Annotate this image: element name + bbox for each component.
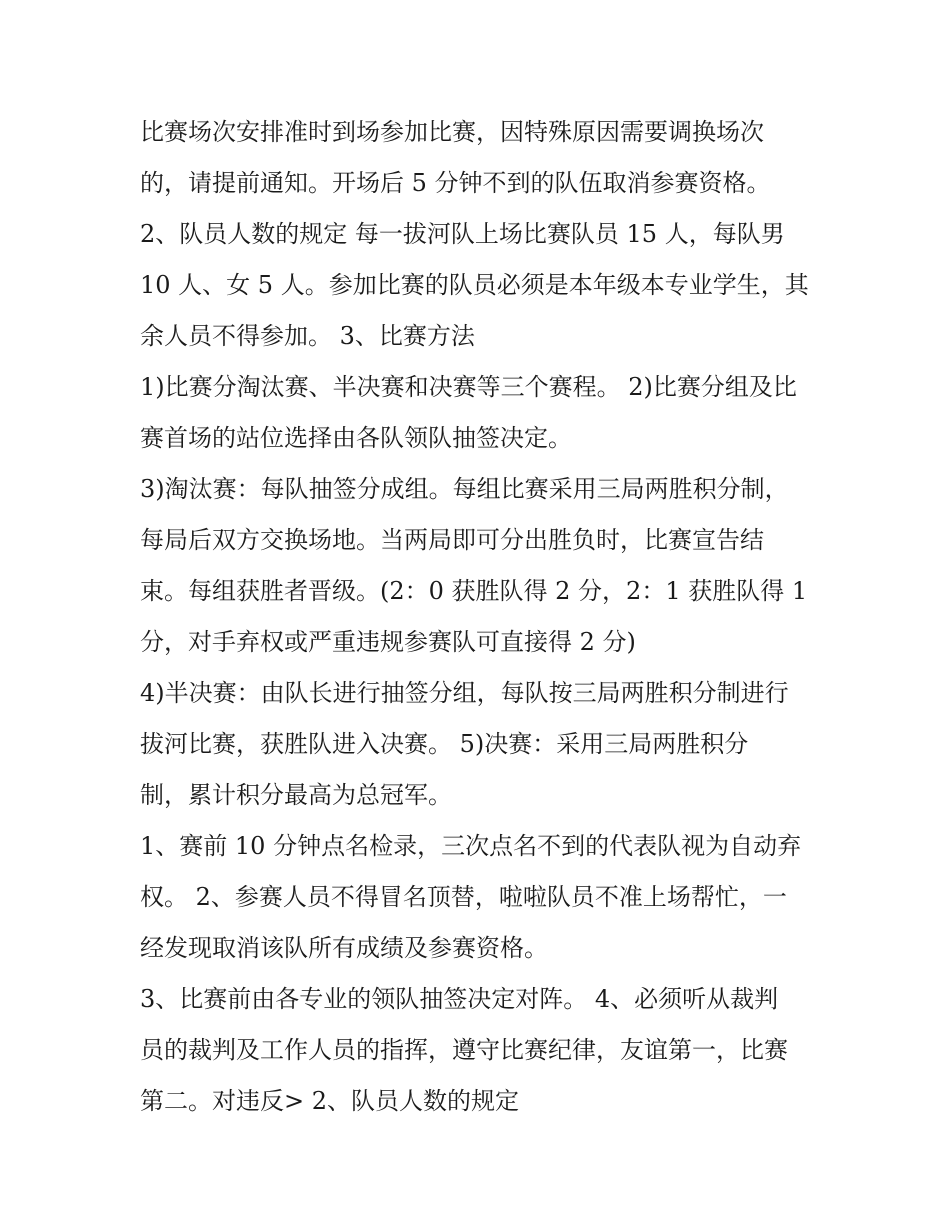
text-line: 余人员不得参加。 3、比赛方法: [140, 322, 475, 350]
text-line: 员的裁判及工作人员的指挥，遵守比赛纪律，友谊第一，比赛: [140, 1036, 788, 1064]
text-line: 2、队员人数的规定 每一拔河队上场比赛队员 15 人，每队男: [140, 220, 785, 248]
text-line: 赛首场的站位选择由各队领队抽签决定。: [140, 424, 572, 452]
text-line: 拔河比赛，获胜队进入决赛。 5)决赛：采用三局两胜积分: [140, 730, 749, 758]
text-line: 权。 2、参赛人员不得冒名顶替，啦啦队员不准上场帮忙，一: [140, 883, 787, 911]
text-line: 比赛场次安排准时到场参加比赛，因特殊原因需要调换场次: [140, 118, 764, 146]
text-line: 的，请提前通知。开场后 5 分钟不到的队伍取消参赛资格。: [140, 169, 771, 197]
text-line: 制，累计积分最高为总冠军。: [140, 781, 452, 809]
text-line: 1、赛前 10 分钟点名检录，三次点名不到的代表队视为自动弃: [140, 832, 802, 860]
text-line: 3)淘汰赛：每队抽签分成组。每组比赛采用三局两胜积分制，: [140, 475, 789, 503]
text-line: 10 人、女 5 人。参加比赛的队员必须是本年级本专业学生，其: [140, 271, 809, 299]
text-line: 分，对手弃权或严重违规参赛队可直接得 2 分): [140, 628, 636, 656]
text-line: 3、比赛前由各专业的领队抽签决定对阵。 4、必须听从裁判: [140, 985, 779, 1013]
text-line: 束。每组获胜者晋级。(2：0 获胜队得 2 分，2：1 获胜队得 1: [140, 577, 808, 605]
document-body: [140, 107, 830, 1127]
text-line: 4)半决赛：由队长进行抽签分组，每队按三局两胜积分制进行: [140, 679, 789, 707]
text-line: 第二。对违反> 2、队员人数的规定: [140, 1087, 520, 1115]
text-line: 1)比赛分淘汰赛、半决赛和决赛等三个赛程。 2)比赛分组及比: [140, 373, 797, 401]
text-line: 每局后双方交换场地。当两局即可分出胜负时，比赛宣告结: [140, 526, 764, 554]
text-line: 经发现取消该队所有成绩及参赛资格。: [140, 934, 548, 962]
